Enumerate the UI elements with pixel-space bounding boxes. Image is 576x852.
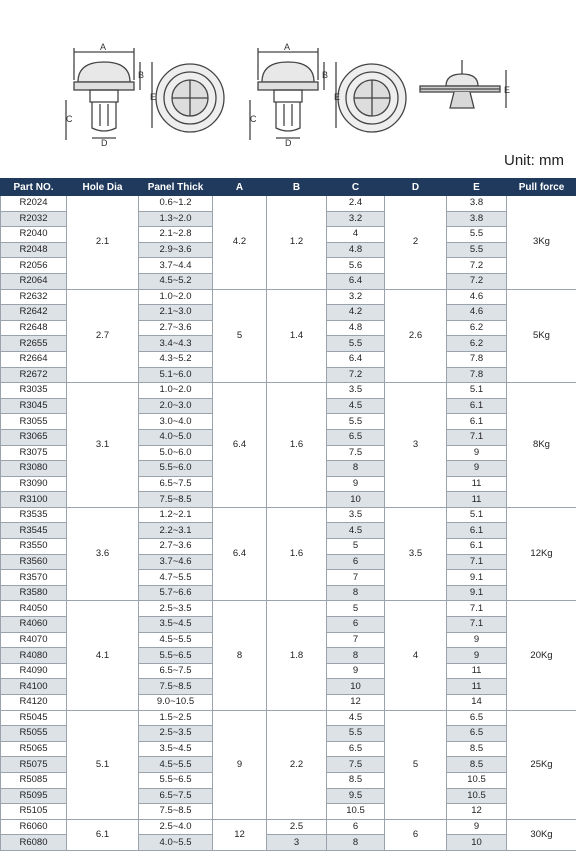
part-no-cell: R3090 <box>1 476 67 492</box>
panel-thick-cell: 4.0~5.5 <box>139 835 213 851</box>
part-no-cell: R2064 <box>1 273 67 289</box>
part-no-cell: R2056 <box>1 258 67 274</box>
dim-e-cell: 9 <box>447 819 507 835</box>
dim-e-cell: 6.1 <box>447 523 507 539</box>
part-no-cell: R3065 <box>1 429 67 445</box>
dim-a-cell: 5 <box>213 289 267 383</box>
panel-thick-cell: 5.0~6.0 <box>139 445 213 461</box>
panel-thick-cell: 6.5~7.5 <box>139 788 213 804</box>
part-no-cell: R3535 <box>1 507 67 523</box>
part-no-cell: R2024 <box>1 196 67 212</box>
panel-thick-cell: 0.6~1.2 <box>139 196 213 212</box>
panel-thick-cell: 5.5~6.0 <box>139 461 213 477</box>
dim-e-cell: 7.1 <box>447 617 507 633</box>
dim-c-cell: 4.5 <box>327 710 385 726</box>
dim-c-cell: 6.4 <box>327 351 385 367</box>
dim-b-cell: 1.6 <box>267 383 327 508</box>
dim-label-d1: D <box>101 138 108 148</box>
table-row <box>1 819 576 835</box>
dim-c-cell: 3.2 <box>327 211 385 227</box>
dim-c-cell: 5.6 <box>327 258 385 274</box>
panel-thick-cell: 1.3~2.0 <box>139 211 213 227</box>
hole-dia-cell: 5.1 <box>67 710 139 819</box>
hole-dia-cell: 2.1 <box>67 196 139 290</box>
part-no-cell: R4100 <box>1 679 67 695</box>
pull-force-cell: 8Kg <box>507 383 576 508</box>
part-no-cell: R3075 <box>1 445 67 461</box>
panel-thick-cell: 2.5~4.0 <box>139 819 213 835</box>
panel-thick-cell: 2.0~3.0 <box>139 398 213 414</box>
dim-label-a2: A <box>284 42 291 52</box>
dim-e-cell: 6.5 <box>447 710 507 726</box>
panel-thick-cell: 7.5~8.5 <box>139 804 213 820</box>
panel-thick-cell: 9.0~10.5 <box>139 695 213 711</box>
part-no-cell: R2048 <box>1 242 67 258</box>
dim-b-cell: 2.5 <box>267 819 327 835</box>
dim-e-cell: 6.1 <box>447 414 507 430</box>
part-no-cell: R2632 <box>1 289 67 305</box>
panel-thick-cell: 2.1~3.0 <box>139 305 213 321</box>
dim-c-cell: 9 <box>327 476 385 492</box>
dim-c-cell: 4 <box>327 227 385 243</box>
dim-e-cell: 12 <box>447 804 507 820</box>
dim-c-cell: 8 <box>327 585 385 601</box>
dim-c-cell: 4.5 <box>327 523 385 539</box>
panel-thick-cell: 2.9~3.6 <box>139 242 213 258</box>
part-no-cell: R3055 <box>1 414 67 430</box>
dim-e-cell: 5.1 <box>447 507 507 523</box>
panel-thick-cell: 1.0~2.0 <box>139 289 213 305</box>
part-no-cell: R6080 <box>1 835 67 851</box>
dim-c-cell: 7 <box>327 632 385 648</box>
panel-thick-cell: 1.5~2.5 <box>139 710 213 726</box>
part-no-cell: R5095 <box>1 788 67 804</box>
dim-e-cell: 7.1 <box>447 601 507 617</box>
dim-e-cell: 5.5 <box>447 227 507 243</box>
dim-c-cell: 8 <box>327 648 385 664</box>
dim-c-cell: 8.5 <box>327 772 385 788</box>
dim-e-cell: 9.1 <box>447 585 507 601</box>
part-no-cell: R5085 <box>1 772 67 788</box>
panel-thick-cell: 1.0~2.0 <box>139 383 213 399</box>
dim-e-cell: 6.5 <box>447 726 507 742</box>
dim-e-cell: 7.2 <box>447 258 507 274</box>
dim-label-c1: C <box>66 114 73 124</box>
dim-e-cell: 10 <box>447 835 507 851</box>
dim-c-cell: 5.5 <box>327 414 385 430</box>
dim-d-cell: 3.5 <box>385 507 447 601</box>
dim-c-cell: 5.5 <box>327 726 385 742</box>
column-header: Part NO. <box>1 179 67 196</box>
part-no-cell: R3100 <box>1 492 67 508</box>
dim-e-cell: 10.5 <box>447 788 507 804</box>
dim-c-cell: 6 <box>327 554 385 570</box>
dim-e-cell: 11 <box>447 663 507 679</box>
dim-c-cell: 3.5 <box>327 507 385 523</box>
dim-e-cell: 7.1 <box>447 554 507 570</box>
dim-d-cell: 6 <box>385 819 447 850</box>
dim-c-cell: 8 <box>327 461 385 477</box>
dim-c-cell: 10 <box>327 492 385 508</box>
dim-d-cell: 4 <box>385 601 447 710</box>
dim-c-cell: 10 <box>327 679 385 695</box>
dim-e-cell: 4.6 <box>447 305 507 321</box>
dim-d-cell: 2.6 <box>385 289 447 383</box>
pull-force-cell: 20Kg <box>507 601 576 710</box>
dim-c-cell: 2.4 <box>327 196 385 212</box>
part-no-cell: R3080 <box>1 461 67 477</box>
panel-thick-cell: 2.5~3.5 <box>139 726 213 742</box>
hole-dia-cell: 3.6 <box>67 507 139 601</box>
dim-c-cell: 10.5 <box>327 804 385 820</box>
dim-c-cell: 6.5 <box>327 429 385 445</box>
dim-e-cell: 11 <box>447 679 507 695</box>
dim-c-cell: 6.4 <box>327 273 385 289</box>
pull-force-cell: 30Kg <box>507 819 576 850</box>
dim-e-cell: 7.1 <box>447 429 507 445</box>
part-no-cell: R3550 <box>1 539 67 555</box>
panel-thick-cell: 4.3~5.2 <box>139 351 213 367</box>
part-no-cell: R6060 <box>1 819 67 835</box>
part-no-cell: R2672 <box>1 367 67 383</box>
hole-dia-cell: 4.1 <box>67 601 139 710</box>
dim-e-cell: 4.6 <box>447 289 507 305</box>
dim-c-cell: 4.2 <box>327 305 385 321</box>
table-row <box>1 710 576 726</box>
dim-e-cell: 9.1 <box>447 570 507 586</box>
dim-b-cell: 1.8 <box>267 601 327 710</box>
dim-c-cell: 7 <box>327 570 385 586</box>
rivet-diagrams <box>0 0 576 150</box>
dim-c-cell: 7.5 <box>327 445 385 461</box>
dim-e-cell: 7.8 <box>447 351 507 367</box>
hole-dia-cell: 3.1 <box>67 383 139 508</box>
hole-dia-cell: 6.1 <box>67 819 139 850</box>
dim-a-cell: 12 <box>213 819 267 850</box>
dim-b-cell: 3 <box>267 835 327 851</box>
part-no-cell: R4060 <box>1 617 67 633</box>
panel-thick-cell: 2.5~3.5 <box>139 601 213 617</box>
dim-e-cell: 3.8 <box>447 211 507 227</box>
spec-table <box>0 178 576 851</box>
dim-b-cell: 1.4 <box>267 289 327 383</box>
column-header: D <box>385 179 447 196</box>
column-header: Panel Thick <box>139 179 213 196</box>
dim-c-cell: 3.2 <box>327 289 385 305</box>
panel-thick-cell: 3.5~4.5 <box>139 617 213 633</box>
part-no-cell: R2642 <box>1 305 67 321</box>
table-row <box>1 601 576 617</box>
dim-c-cell: 4.5 <box>327 398 385 414</box>
dim-e-cell: 9 <box>447 632 507 648</box>
part-no-cell: R2040 <box>1 227 67 243</box>
dim-b-cell: 1.6 <box>267 507 327 601</box>
dim-c-cell: 5 <box>327 601 385 617</box>
part-no-cell: R2032 <box>1 211 67 227</box>
panel-thick-cell: 5.5~6.5 <box>139 772 213 788</box>
panel-thick-cell: 2.7~3.6 <box>139 539 213 555</box>
dim-e-cell: 6.1 <box>447 539 507 555</box>
part-no-cell: R4070 <box>1 632 67 648</box>
column-header: C <box>327 179 385 196</box>
part-no-cell: R2648 <box>1 320 67 336</box>
part-no-cell: R3045 <box>1 398 67 414</box>
table-row <box>1 383 576 399</box>
dim-d-cell: 5 <box>385 710 447 819</box>
dim-label-e2: E <box>334 92 341 102</box>
panel-thick-cell: 5.1~6.0 <box>139 367 213 383</box>
part-no-cell: R5055 <box>1 726 67 742</box>
dim-c-cell: 4.8 <box>327 320 385 336</box>
dim-e-cell: 6.2 <box>447 336 507 352</box>
panel-thick-cell: 3.0~4.0 <box>139 414 213 430</box>
panel-thick-cell: 3.7~4.4 <box>139 258 213 274</box>
panel-thick-cell: 4.5~5.5 <box>139 757 213 773</box>
panel-thick-cell: 5.5~6.5 <box>139 648 213 664</box>
dim-c-cell: 6 <box>327 617 385 633</box>
dim-c-cell: 5 <box>327 539 385 555</box>
hole-dia-cell: 2.7 <box>67 289 139 383</box>
part-no-cell: R3560 <box>1 554 67 570</box>
part-no-cell: R3580 <box>1 585 67 601</box>
column-header: B <box>267 179 327 196</box>
panel-thick-cell: 3.7~4.6 <box>139 554 213 570</box>
part-no-cell: R5105 <box>1 804 67 820</box>
pull-force-cell: 25Kg <box>507 710 576 819</box>
panel-thick-cell: 4.0~5.0 <box>139 429 213 445</box>
dim-e-cell: 10.5 <box>447 772 507 788</box>
dim-e-cell: 7.8 <box>447 367 507 383</box>
panel-thick-cell: 7.5~8.5 <box>139 679 213 695</box>
dim-e-cell: 7.2 <box>447 273 507 289</box>
table-row <box>1 196 576 212</box>
panel-thick-cell: 3.4~4.3 <box>139 336 213 352</box>
dim-e-cell: 5.5 <box>447 242 507 258</box>
part-no-cell: R3570 <box>1 570 67 586</box>
dim-b-cell: 2.2 <box>267 710 327 819</box>
column-header: E <box>447 179 507 196</box>
dim-e-cell: 8.5 <box>447 741 507 757</box>
panel-thick-cell: 6.5~7.5 <box>139 476 213 492</box>
dim-a-cell: 6.4 <box>213 507 267 601</box>
dim-e-cell: 9 <box>447 445 507 461</box>
panel-thick-cell: 4.5~5.5 <box>139 632 213 648</box>
dim-e-cell: 3.8 <box>447 196 507 212</box>
dim-label-a1: A <box>100 42 107 52</box>
dim-e-cell: 9 <box>447 461 507 477</box>
dim-d-cell: 3 <box>385 383 447 508</box>
part-no-cell: R2664 <box>1 351 67 367</box>
unit-label: Unit: mm <box>504 152 564 169</box>
pull-force-cell: 3Kg <box>507 196 576 290</box>
panel-thick-cell: 5.7~6.6 <box>139 585 213 601</box>
column-header: Hole Dia <box>67 179 139 196</box>
panel-thick-cell: 6.5~7.5 <box>139 663 213 679</box>
table-body <box>1 196 576 851</box>
dim-label-e3: E <box>504 85 511 95</box>
dim-e-cell: 5.1 <box>447 383 507 399</box>
panel-thick-cell: 4.7~5.5 <box>139 570 213 586</box>
dim-c-cell: 5.5 <box>327 336 385 352</box>
part-no-cell: R4080 <box>1 648 67 664</box>
panel-thick-cell: 2.1~2.8 <box>139 227 213 243</box>
dim-c-cell: 9 <box>327 663 385 679</box>
column-header: A <box>213 179 267 196</box>
dim-c-cell: 7.5 <box>327 757 385 773</box>
dim-c-cell: 4.8 <box>327 242 385 258</box>
part-no-cell: R5045 <box>1 710 67 726</box>
dim-c-cell: 12 <box>327 695 385 711</box>
dim-e-cell: 9 <box>447 648 507 664</box>
table-row <box>1 289 576 305</box>
dim-d-cell: 2 <box>385 196 447 290</box>
table-header-row <box>1 179 576 196</box>
dim-a-cell: 9 <box>213 710 267 819</box>
part-no-cell: R5065 <box>1 741 67 757</box>
pull-force-cell: 5Kg <box>507 289 576 383</box>
dim-label-b1: B <box>138 70 145 80</box>
dim-e-cell: 6.1 <box>447 398 507 414</box>
dim-a-cell: 6.4 <box>213 383 267 508</box>
dim-e-cell: 11 <box>447 492 507 508</box>
part-no-cell: R4120 <box>1 695 67 711</box>
panel-thick-cell: 1.2~2.1 <box>139 507 213 523</box>
dim-e-cell: 11 <box>447 476 507 492</box>
dim-e-cell: 6.2 <box>447 320 507 336</box>
part-no-cell: R2655 <box>1 336 67 352</box>
dim-c-cell: 3.5 <box>327 383 385 399</box>
dim-c-cell: 7.2 <box>327 367 385 383</box>
panel-thick-cell: 2.7~3.6 <box>139 320 213 336</box>
part-no-cell: R3545 <box>1 523 67 539</box>
dim-e-cell: 8.5 <box>447 757 507 773</box>
dim-label-b2: B <box>322 70 329 80</box>
dim-label-e1: E <box>150 92 157 102</box>
part-no-cell: R4050 <box>1 601 67 617</box>
panel-thick-cell: 4.5~5.2 <box>139 273 213 289</box>
pull-force-cell: 12Kg <box>507 507 576 601</box>
panel-thick-cell: 3.5~4.5 <box>139 741 213 757</box>
dim-e-cell: 14 <box>447 695 507 711</box>
panel-thick-cell: 2.2~3.1 <box>139 523 213 539</box>
dim-label-c2: C <box>250 114 257 124</box>
part-no-cell: R3035 <box>1 383 67 399</box>
column-header: Pull force <box>507 179 576 196</box>
panel-thick-cell: 7.5~8.5 <box>139 492 213 508</box>
dim-c-cell: 6.5 <box>327 741 385 757</box>
part-no-cell: R4090 <box>1 663 67 679</box>
dim-c-cell: 8 <box>327 835 385 851</box>
dim-c-cell: 6 <box>327 819 385 835</box>
part-no-cell: R5075 <box>1 757 67 773</box>
dim-a-cell: 4.2 <box>213 196 267 290</box>
dim-label-d2: D <box>285 138 292 148</box>
dim-a-cell: 8 <box>213 601 267 710</box>
dim-c-cell: 9.5 <box>327 788 385 804</box>
table-row <box>1 507 576 523</box>
dim-b-cell: 1.2 <box>267 196 327 290</box>
